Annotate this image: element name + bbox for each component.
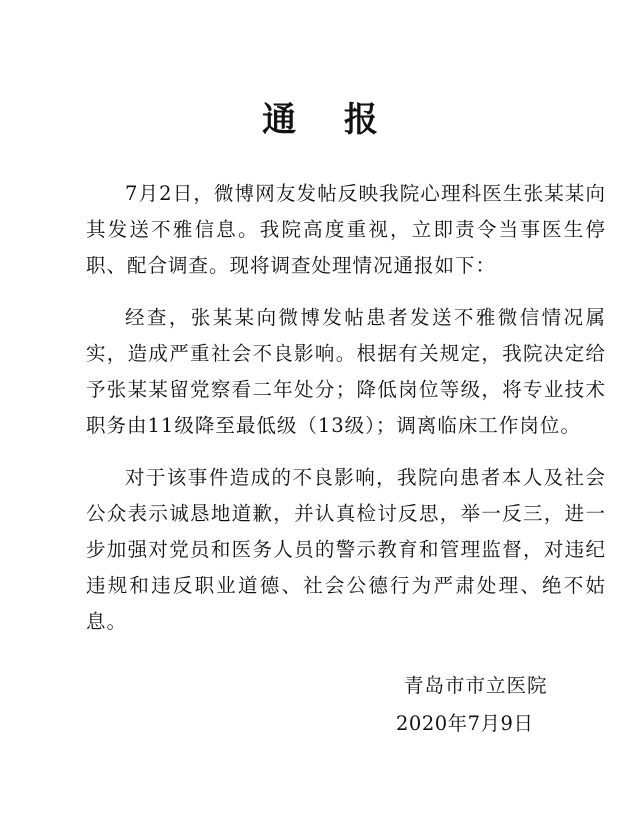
- notice-paragraph-2: 经查，张某某向微博发帖患者发送不雅微信情况属实，造成严重社会不良影响。根据有关规定，我院决定给予张某某留党察看二年处分；降低岗位等级，将专业技术职务由11级降至最低级（13级）；调离临床工作岗位。: [86, 306, 606, 437]
- signature-date: 2020年7月9日: [396, 712, 534, 735]
- notice-title: 通 报: [262, 100, 396, 140]
- notice-paragraph-3: 对于该事件造成的不良影响，我院向患者本人及社会公众表示诚恳地道歉，并认真检讨反思，举一反三，进一步加强对党员和医务人员的警示教育和管理监督，对违纪违规和违反职业道德、社会公德行为严肃处理、绝不姑息。: [86, 466, 606, 633]
- signature-organization: 青岛市市立医院: [404, 674, 548, 697]
- notice-paragraph-1: 7月2日，微博网友发帖反映我院心理科医生张某某向其发送不雅信息。我院高度重视，立即责令当事医生停职、配合调查。现将调查处理情况通报如下：: [86, 182, 606, 277]
